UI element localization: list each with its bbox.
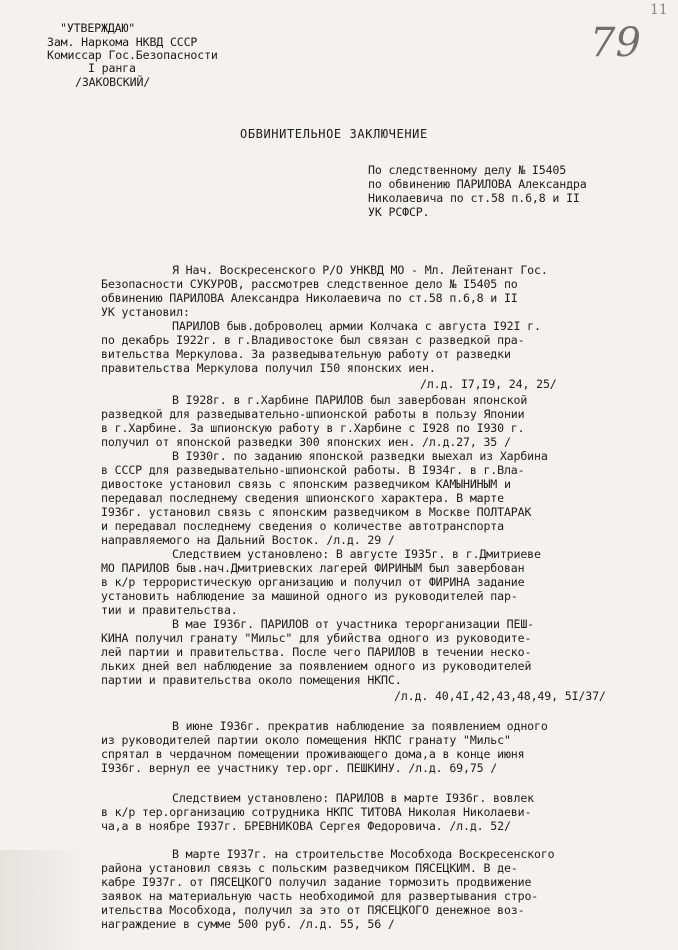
body-line: заявок на материальную часть необходимой для развертывания стро- [101,889,539,903]
document-title: ОБВИНИТЕЛЬНОЕ ЗАКЛЮЧЕНИЕ [240,127,428,141]
body-line: В мае I936г. ПАРИЛОВ от участника терорганизации ПЕШ- [172,617,534,631]
body-line: Безопасности СУКУРОВ, рассмотрев следственное дело № I5405 по [101,277,518,291]
approval-line: I ранга [88,61,136,75]
body-line: льких дней вел наблюдение за появлением одного из руководителей [101,659,532,673]
body-line: В I928г. в г.Харбине ПАРИЛОВ был завербован японской [172,393,528,407]
body-line: Следствием установлено: В августе I935г. в г.Дмитриеве [172,547,541,561]
body-line: разведкой для разведывательно-шпионской работы в пользу Японии [101,407,525,421]
body-line: вительства Меркулова. За разведывательную работу от разведки [101,347,511,361]
body-line: установить наблюдение за машиной одного из руководителей пар- [101,589,518,603]
body-line: из руководителей партии около помещения НКПС гранату "Мильс" [101,733,511,747]
page-number-stamp [582,8,662,68]
scan-shadow [0,850,90,950]
approval-signature: /ЗАКОВСКИЙ/ [75,75,151,89]
body-line: в г.Харбине. За шпионскую работу в г.Харбине с I928 по I930 г. [101,421,525,435]
case-ref-line: По следственному делу № I5405 [368,163,567,177]
case-ref-line: по обвинению ПАРИЛОВА Александра [368,177,587,191]
body-line: дивостоке установил связь с японским разведчиком КАМЫНИНЫМ и [101,477,511,491]
body-line: В июне I936г. прекратив наблюдение за появлением одного [172,719,548,733]
body-line: обвинению ПАРИЛОВА Александра Николаевича по ст.58 п.6,8 и II [101,291,518,305]
approval-heading: "УТВЕРЖДАЮ" [60,21,136,35]
body-line: и передавал последнему сведения о количестве автотранспорта [101,519,504,533]
body-line: правительства Меркулова получил I50 японских иен. [101,361,436,375]
body-line: награждение в сумме 500 руб. /л.д. 55, 56 / [101,917,395,931]
approval-line: Комиссар Гос.Безопасности [47,48,218,62]
body-line: Следствием установлено: ПАРИЛОВ в марте I936г. вовлек [172,791,534,805]
body-line: кабре I937г. от ПЯСЕЦКОГО получил задание тормозить продвижение [101,875,532,889]
body-line: ительства Мособхода, получил за это от ПЯСЕЦКОГО денежное воз- [101,903,525,917]
body-line: в к/р тер.организацию сотрудника НКПС ТИТОВА Николая Николаеви- [101,805,532,819]
body-line: В I930г. по заданию японской разведки выехал из Харбина [172,449,548,463]
case-ref-line: Николаевича по ст.58 п.6,8 и II [368,191,580,205]
case-ref-line: УК РСФСР. [368,205,430,219]
body-line: УК установил: [101,305,190,319]
body-line: Я Нач. Воскресенского Р/О УНКВД МО - Мл. Лейтенант Гос. [172,263,548,277]
body-line: направляемого на Дальний Восток. /л.д. 29 / [101,533,395,547]
body-line: в к/р террористическую организацию и получил от ФИРИНА задание [101,575,525,589]
corner-mark: 11 [650,2,668,18]
case-page-ref: /л.д. I7,I9, 24, 25/ [420,377,557,391]
handwritten-page-number: 79 [590,20,641,66]
body-line: КИНА получил гранату "Мильс" для убийства одного из руководите- [101,631,532,645]
body-line: спрятал в чердачном помещении проживающего дома,а в конце июня [101,747,525,761]
body-line: тии и правительства. [101,603,238,617]
approval-line: Зам. Наркома НКВД СССР [47,35,198,49]
body-line: I936г. вернул ее участнику тер.орг. ПЕШКИНУ. /л.д. 69,75 / [101,761,498,775]
body-line: ПАРИЛОВ быв.доброволец армии Колчака с августа I92I г. [172,319,541,333]
body-line: в СССР для разведывательно-шпионской работы. В I934г. в г.Вла- [101,463,525,477]
case-page-ref: /л.д. 40,4I,42,43,48,49, 5I/37/ [394,689,606,703]
body-line: МО ПАРИЛОВ быв.нач.Дмитриевских лагерей ФИРИНЫМ был завербован [101,561,525,575]
body-line: партии и правительства около помещения НКПС. [101,673,402,687]
body-line: I936г. установил связь с японским разведчиком в Москве ПОЛТАРАК [101,505,532,519]
body-line: ча,а в ноябре I937г. БРЕВНИКОВА Сергея Федоровича. /л.д. 52/ [101,819,511,833]
body-line: передавал последнему сведения шпионского характера. В марте [101,491,504,505]
body-line: лей партии и правительства. После чего ПАРИЛОВ в течении неско- [101,645,532,659]
body-line: получил от японской разведки 300 японских иен. /л.д.27, 35 / [101,435,511,449]
body-line: В марте I937г. на строительстве Мособхода Воскресенского [172,847,555,861]
body-line: по декабрь I922г. в г.Владивостоке был связан с разведкой пра- [101,333,525,347]
body-line: района установил связь с польским разведчиком ПЯСЕЦКИМ. В де- [101,861,518,875]
